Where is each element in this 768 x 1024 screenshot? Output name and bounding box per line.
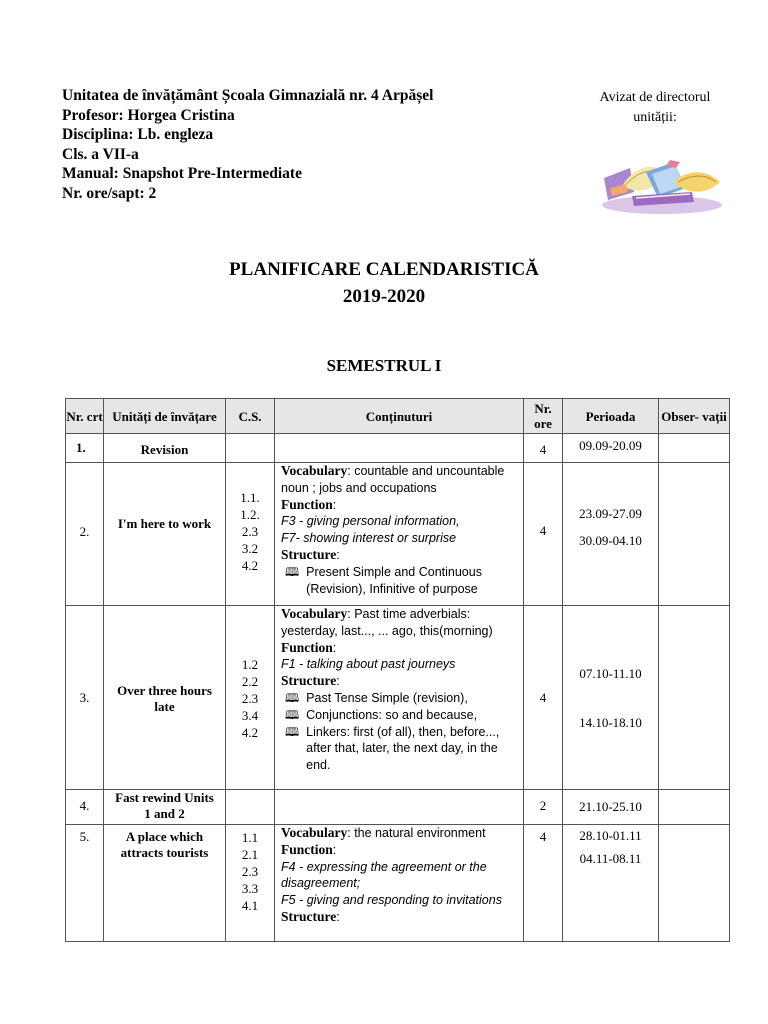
function-text: F4 - expressing the agreement or the disagreement; (281, 859, 487, 891)
competency-code: 4.1 (241, 898, 259, 913)
textbook-name: Manual: Snapshot Pre-Intermediate (62, 165, 302, 182)
vocabulary-text: : countable and uncountable noun ; jobs and occupations (281, 464, 505, 495)
table-row (66, 790, 730, 825)
competencies-cell (226, 434, 275, 463)
competency-code: 2.1 (241, 847, 259, 862)
hours-cell (524, 463, 563, 606)
structure-item (281, 724, 519, 774)
row-number: 4. (79, 798, 90, 813)
function-item (281, 892, 519, 909)
content-cell (275, 790, 524, 825)
function-label: Function (281, 841, 333, 857)
document-title (0, 256, 768, 310)
competency-code: 1.2. (240, 507, 260, 522)
structure-item (281, 707, 519, 724)
competencies-cell (226, 606, 275, 790)
notes-cell (659, 434, 730, 463)
subject-name: Disciplina: Lb. engleza (62, 126, 214, 143)
hours-value: 4 (539, 442, 547, 457)
period-cell (563, 434, 659, 463)
header-units: Unități de învățare (104, 399, 226, 434)
structure-item (281, 690, 519, 707)
vocabulary-text: : the natural environment (347, 826, 486, 840)
competency-code: 1.1. (240, 490, 260, 505)
period-value: 21.10-25.10 (579, 799, 642, 814)
learning-unit-title: Revision (140, 442, 189, 457)
content-cell (275, 434, 524, 463)
table-row (66, 825, 730, 942)
semester-heading: SEMESTRUL I (326, 356, 442, 375)
period-value: 14.10-18.10 (579, 715, 642, 730)
vocabulary-text: : Past time adverbials: yesterday, last..., ... ago, this(morning) (281, 607, 493, 638)
hours-value: 4 (539, 829, 547, 844)
notes-cell (659, 825, 730, 942)
competency-code: 4.2 (241, 725, 259, 740)
structure-text: Conjunctions: so and because, (306, 707, 478, 722)
structure-label: Structure (281, 908, 337, 924)
period-value: 23.09-27.09 (579, 506, 642, 521)
content-cell: Vocabulary: the natural environment Function: F4 - expressing the agreement or the disagreement; F5 - giving and responding to invitations Structure: (275, 825, 524, 942)
structure-text: Linkers: first (of all), then, before..., after that, later, the next day, in the end. (306, 724, 500, 773)
open-book-icon: 🕮 (285, 564, 300, 579)
header-hours: Nr. ore (524, 399, 563, 434)
learning-unit-cell (104, 606, 226, 790)
function-text: F1 - talking about past journeys (281, 657, 456, 672)
vocabulary-label: Vocabulary (281, 606, 348, 621)
learning-unit-title: A place which attracts tourists (120, 829, 209, 860)
approval-line-2: unității: (633, 110, 677, 125)
function-text: F5 - giving and responding to invitations (281, 893, 502, 908)
content-cell: Vocabulary: countable and uncountable noun ; jobs and occupations Function: F3 - giving personal information, F7- showing interest or surprise Structure: 🕮 Present Simple and Continuous (Revision), Infinitive of purpose (275, 463, 524, 606)
hours-cell (524, 825, 563, 942)
content-cell: Vocabulary: Past time adverbials: yesterday, last..., ... ago, this(morning) Function: F1 - talking about past journeys Structure: 🕮 Past Tense Simple (revision), 🕮 Conjunctions: so and because, 🕮 Linkers: first (of all), then, before..., after that, later, the next day, in the end. (275, 606, 524, 790)
row-number: 1. (76, 440, 86, 455)
notes-cell (659, 606, 730, 790)
function-item (281, 656, 519, 673)
period-value: 04.11-08.11 (579, 851, 642, 866)
period-cell (563, 790, 659, 825)
learning-unit-cell (104, 825, 226, 942)
function-item (281, 530, 519, 547)
title-year: 2019-2020 (342, 286, 426, 307)
competency-code: 2.3 (241, 864, 259, 879)
row-number: 5. (79, 829, 90, 844)
header-period: Perioada (563, 399, 659, 434)
hours-value: 4 (539, 690, 547, 705)
table-row (66, 463, 730, 606)
weekly-hours: Nr. ore/sapt: 2 (62, 184, 157, 202)
competencies-cell (226, 825, 275, 942)
approval-block (560, 88, 750, 128)
books-illustration-icon (596, 158, 728, 216)
period-value: 09.09-20.09 (579, 438, 642, 453)
period-value: 07.10-11.10 (579, 666, 642, 681)
competency-code: 2.2 (241, 674, 259, 689)
notes-cell (659, 463, 730, 606)
function-label: Function (281, 496, 333, 512)
open-book-icon: 🕮 (285, 724, 300, 739)
open-book-icon: 🕮 (285, 690, 300, 705)
function-item (281, 859, 519, 893)
class-name: Cls. a VII-a (62, 145, 139, 163)
notes-cell (659, 790, 730, 825)
function-text: F3 - giving personal information, (281, 514, 460, 529)
header-notes: Obser- vații (659, 399, 730, 434)
approval-line-1: Avizat de directorul (599, 90, 711, 105)
learning-unit-cell (104, 790, 226, 825)
period-value: 28.10-01.11 (579, 828, 642, 843)
competency-code: 1.2 (241, 657, 259, 672)
row-number-cell (66, 790, 104, 825)
row-number-cell (66, 825, 104, 942)
competency-code: 3.4 (241, 708, 259, 723)
hours-cell (524, 790, 563, 825)
learning-unit-title: I'm here to work (117, 516, 212, 531)
structure-label: Structure (281, 673, 337, 689)
structure-text: Past Tense Simple (revision), (306, 690, 468, 705)
structure-text: Present Simple and Continuous (Revision), Infinitive of purpose (306, 564, 482, 596)
vocabulary-label: Vocabulary (281, 825, 348, 840)
function-label: Function (281, 639, 333, 655)
hours-value: 4 (539, 523, 547, 538)
competencies-cell (226, 790, 275, 825)
competency-code: 4.2 (241, 558, 259, 573)
structure-item (281, 564, 519, 598)
period-cell (563, 825, 659, 942)
competency-code: 1.1 (241, 830, 259, 845)
header-nr: Nr. crt (66, 399, 104, 434)
hours-cell (524, 434, 563, 463)
row-number: 2. (79, 524, 90, 539)
row-number-cell (66, 434, 104, 463)
period-value: 30.09-04.10 (579, 533, 642, 548)
learning-unit-cell (104, 434, 226, 463)
header-cs: C.S. (226, 399, 275, 434)
title-main: PLANIFICARE CALENDARISTICĂ (229, 259, 539, 280)
learning-unit-title: Fast rewind Units 1 and 2 (115, 790, 214, 821)
planning-table (65, 398, 730, 942)
period-cell (563, 463, 659, 606)
row-number-cell (66, 463, 104, 606)
header-content: Conținuturi (275, 399, 524, 434)
function-item (281, 513, 519, 530)
table-header-row (66, 399, 730, 434)
function-text: F7- showing interest or surprise (281, 531, 457, 546)
open-book-icon: 🕮 (285, 707, 300, 722)
competencies-cell (226, 463, 275, 606)
competency-code: 2.3 (241, 691, 259, 706)
hours-value: 2 (539, 798, 547, 813)
row-number: 3. (79, 690, 90, 705)
learning-unit-title: Over three hours late (117, 683, 212, 714)
vocabulary-label: Vocabulary (281, 463, 348, 478)
row-number-cell (66, 606, 104, 790)
structure-label: Structure (281, 546, 337, 562)
school-name: Unitatea de învățământ Școala Gimnazială nr. 4 Arpășel (62, 87, 434, 104)
competency-code: 2.3 (241, 524, 259, 539)
table-row (66, 434, 730, 463)
competency-code: 3.2 (241, 541, 259, 556)
period-cell (563, 606, 659, 790)
competency-code: 3.3 (241, 881, 259, 896)
document-header (62, 86, 433, 203)
hours-cell (524, 606, 563, 790)
table-row (66, 606, 730, 790)
learning-unit-cell (104, 463, 226, 606)
teacher-name: Profesor: Horgea Cristina (62, 106, 235, 124)
